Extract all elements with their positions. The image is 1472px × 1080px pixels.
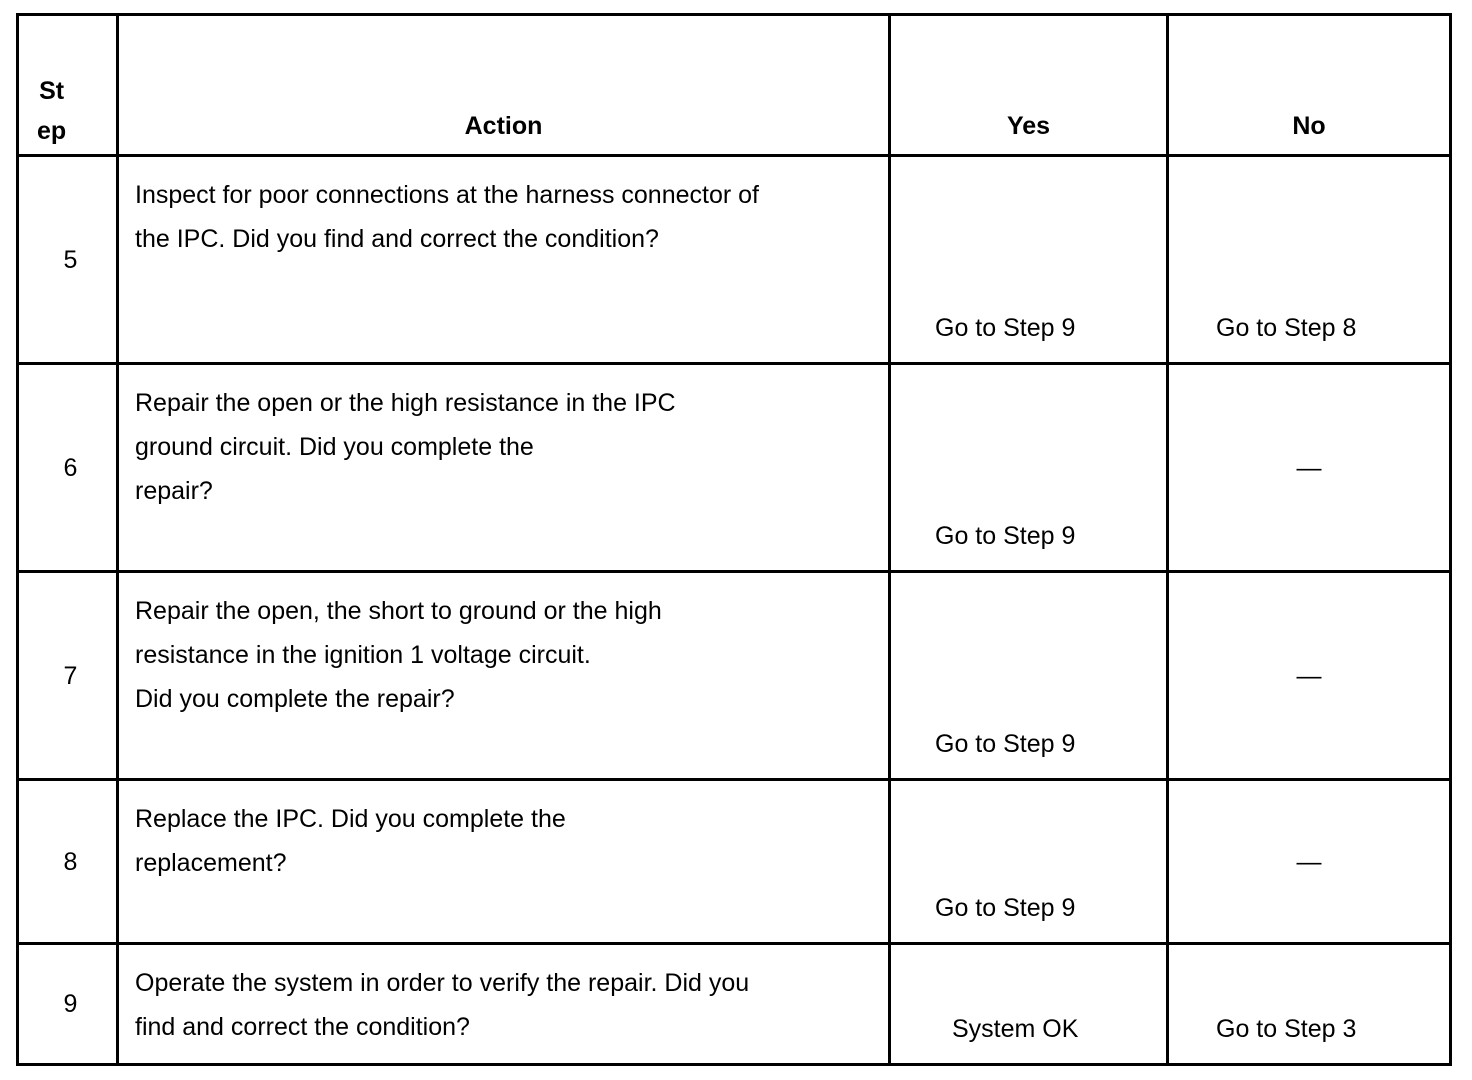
action-cell (119, 945, 891, 1066)
header-action-cell (119, 13, 891, 157)
no-result: Go to Step 8 (1216, 314, 1357, 342)
header-step-cell (16, 13, 119, 157)
action-text: Repair the open or the high resistance in the IPC ground circuit. Did you complete the repair? (135, 389, 676, 505)
step-number: 5 (63, 245, 78, 274)
yes-cell (891, 781, 1169, 945)
action-text: Inspect for poor connections at the harness connector of the IPC. Did you find and correct the condition? (135, 181, 759, 253)
no-cell (1169, 157, 1452, 365)
step-cell (16, 945, 119, 1066)
no-cell (1169, 781, 1452, 945)
no-cell (1169, 945, 1452, 1066)
step-cell (16, 781, 119, 945)
header-yes-cell (891, 13, 1169, 157)
step-number: 7 (63, 661, 78, 690)
header-step: St ep (37, 77, 67, 145)
action-text: Repair the open, the short to ground or the high resistance in the ignition 1 voltage circuit. Did you complete the repair? (135, 597, 662, 713)
yes-cell (891, 365, 1169, 573)
yes-result: System OK (952, 1015, 1079, 1043)
step-number: 6 (63, 453, 78, 482)
header-no-cell (1169, 13, 1452, 157)
step-cell (16, 573, 119, 781)
action-cell (119, 365, 891, 573)
yes-result: Go to Step 9 (935, 522, 1076, 550)
action-text: Replace the IPC. Did you complete the replacement? (135, 805, 566, 877)
diagnostic-table (16, 13, 1452, 1066)
no-cell (1169, 573, 1452, 781)
yes-cell (891, 573, 1169, 781)
action-cell (119, 573, 891, 781)
header-no: No (1292, 112, 1326, 140)
yes-result: Go to Step 9 (935, 730, 1076, 758)
no-cell (1169, 365, 1452, 573)
header-action: Action (464, 112, 543, 140)
yes-result: Go to Step 9 (935, 314, 1076, 342)
no-result: Go to Step 3 (1216, 1015, 1357, 1043)
step-cell (16, 157, 119, 365)
no-result: — (1296, 847, 1322, 876)
yes-result: Go to Step 9 (935, 894, 1076, 922)
action-cell (119, 157, 891, 365)
yes-cell (891, 157, 1169, 365)
header-yes: Yes (1006, 112, 1051, 140)
no-result: — (1296, 661, 1322, 690)
no-result: — (1296, 453, 1322, 482)
yes-cell (891, 945, 1169, 1066)
step-number: 8 (63, 847, 78, 876)
action-cell (119, 781, 891, 945)
action-text: Operate the system in order to verify the repair. Did you find and correct the condition? (135, 969, 750, 1041)
step-cell (16, 365, 119, 573)
step-number: 9 (63, 990, 78, 1018)
